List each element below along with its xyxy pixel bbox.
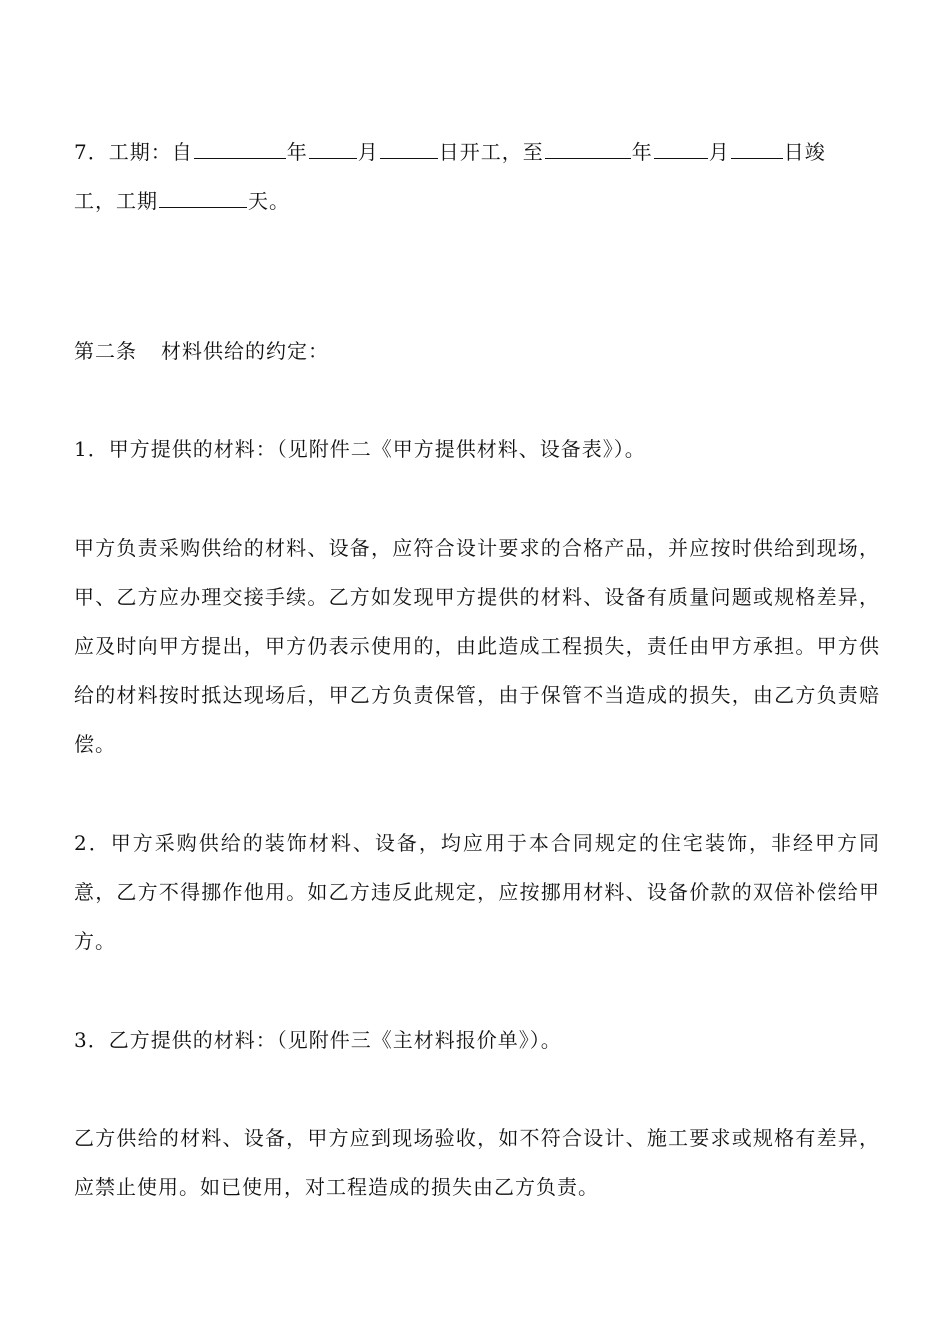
start-day-label: 日开工，至 [438, 140, 544, 164]
start-month-label: 月 [357, 140, 379, 164]
duration-days-blank[interactable] [159, 186, 247, 208]
clause-1-detail: 甲方负责采购供给的材料、设备，应符合设计要求的合格产品，并应按时供给到现场，甲、乙方应办理交接手续。乙方如发现甲方提供的材料、设备有质量问题或规格差异，应及时向甲方提出，甲方仍表示使用的，由此造成工程损失，责任由甲方承担。甲方供给的材料按时抵达现场后，甲乙方负责保管，由于保管不当造成的损失，由乙方负责赔偿。 [74, 536, 880, 756]
duration-days-label: 天。 [248, 189, 290, 213]
article-2-title: 材料供给的约定： [161, 339, 329, 363]
start-month-blank[interactable] [309, 137, 357, 159]
end-day-label: 日竣 [783, 140, 826, 164]
end-year-label: 年 [631, 140, 653, 164]
article-2-heading [74, 327, 880, 376]
article-2-number: 第二条 [74, 339, 137, 363]
clause-3-detail: 乙方供给的材料、设备，甲方应到现场验收，如不符合设计、施工要求或规格有差异，应禁止使用。如已使用，对工程造成的损失由乙方负责。 [74, 1126, 880, 1199]
clause-7-line2-prefix: 工，工期 [74, 189, 158, 213]
clause-7-prefix: 7．工期：自 [74, 140, 193, 164]
start-year-label: 年 [286, 140, 308, 164]
start-day-blank[interactable] [380, 137, 438, 159]
start-year-blank[interactable] [194, 137, 286, 159]
end-month-blank[interactable] [654, 137, 708, 159]
clause-3-party-b-materials: 3．乙方提供的材料：（见附件三《主材料报价单》）。 [74, 1028, 562, 1052]
clause-2-party-a-purchase: 2．甲方采购供给的装饰材料、设备，均应用于本合同规定的住宅装饰，非经甲方同意，乙方不得挪作他用。如乙方违反此规定，应按挪用材料、设备价款的双倍补偿给甲方。 [74, 831, 880, 953]
clause-1-party-a-materials: 1．甲方提供的材料：（见附件二《甲方提供材料、设备表》）。 [74, 437, 646, 461]
end-day-blank[interactable] [731, 137, 783, 159]
clause-7-construction-period [74, 128, 880, 226]
end-year-blank[interactable] [545, 137, 631, 159]
end-month-label: 月 [708, 140, 730, 164]
